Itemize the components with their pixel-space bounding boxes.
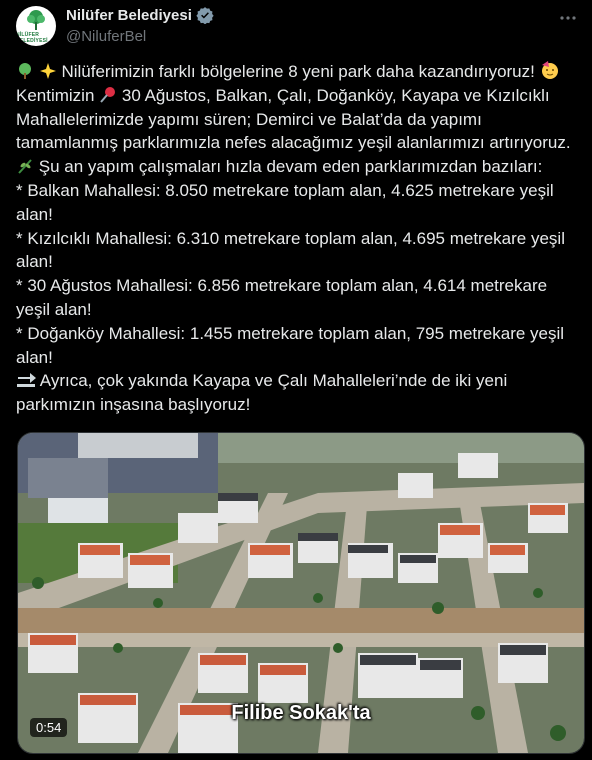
party-face-emoji-icon [540, 60, 560, 80]
tweet-text [16, 60, 584, 417]
tweet-line: parkımızın inşasına başlıyoruz! [16, 395, 251, 415]
tweet-line-text: 30 Ağustos, Balkan, Çalı, Doğanköy, Kayapa ve Kızılcıklı [121, 85, 550, 105]
tweet-line-text: Ayrıca, çok yakında Kayapa ve Çalı Mahalleleri’nde de iki yeni [39, 371, 508, 391]
verified-badge-icon [196, 6, 214, 24]
more-options-icon[interactable] [558, 8, 578, 28]
handle[interactable]: @NiluferBel [66, 28, 147, 45]
tweet-line: alan! [16, 204, 53, 224]
tweet-line [16, 60, 584, 84]
herb-emoji-icon [16, 157, 34, 175]
tweet-line: * Kızılcıklı Mahallesi: 6.310 metrekare toplam alan, 4.695 metrekare yeşil [16, 228, 565, 248]
tree-logo-icon [24, 9, 48, 31]
tweet-line [16, 369, 584, 393]
tweet-line: * Balkan Mahallesi: 8.050 metrekare toplam alan, 4.625 metrekare yeşil [16, 180, 554, 200]
display-name[interactable]: Nilüfer Belediyesi [66, 6, 192, 24]
tweet-line-text: Şu an yapım çalışmaları hızla devam eden parklarımızdan bazıları: [38, 157, 543, 177]
tweet-line [16, 84, 584, 108]
video-duration: 0:54 [30, 718, 67, 737]
tweet-line: yeşil alan! [16, 299, 92, 319]
tweet-line: alan! [16, 347, 53, 367]
soon-arrow-emoji-icon [16, 371, 36, 389]
video-caption: Filibe Sokak'ta [231, 702, 371, 724]
logo-text: NİLÜFER BELEDİYESİ [16, 31, 48, 44]
tweet-line-text: Nilüferimizin farklı bölgelerine 8 yeni park daha kazandırıyoruz! [61, 62, 535, 81]
video-player[interactable] [17, 432, 585, 754]
tweet-line-text: Kentimizin [16, 85, 95, 105]
pushpin-emoji-icon [99, 86, 117, 104]
tweet-line: tamamlanmış parklarımızla nefes alacağımız yeşil alanlarımızı artırıyoruz. [16, 133, 571, 153]
tweet-line: * Doğanköy Mahallesi: 1.455 metrekare toplam alan, 795 metrekare yeşil [16, 323, 565, 343]
tweet-line [16, 155, 584, 179]
sparkles-emoji-icon [39, 62, 57, 80]
tweet-line: Mahallelerimizde yapımı süren; Demirci ve Balat’da da yapımı [16, 109, 482, 129]
tweet-line: * 30 Ağustos Mahallesi: 6.856 metrekare toplam alan, 4.614 metrekare [16, 276, 548, 296]
tweet-line: alan! [16, 252, 53, 272]
tree-emoji-icon [16, 62, 34, 80]
name-row [66, 6, 214, 24]
avatar[interactable] [16, 6, 56, 46]
